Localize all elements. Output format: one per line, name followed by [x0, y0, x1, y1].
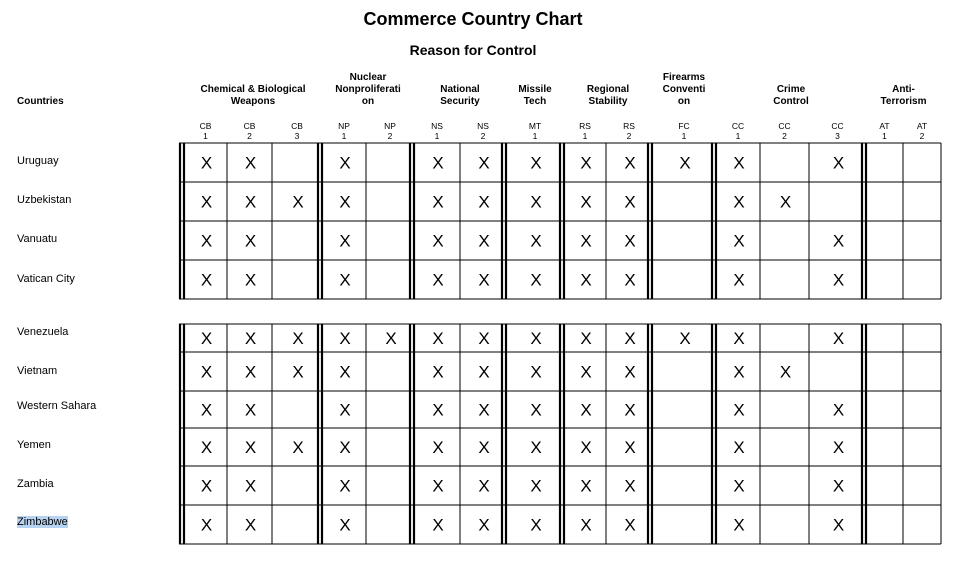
control-mark: X: [530, 362, 542, 382]
group-header-at: Anti- Terrorism: [880, 84, 927, 107]
control-mark: X: [624, 329, 636, 348]
control-mark: X: [478, 192, 490, 212]
control-mark: X: [244, 192, 257, 212]
subcol-header-ns-1: NS 1: [431, 121, 443, 141]
control-mark: X: [432, 270, 444, 290]
control-mark: X: [339, 400, 351, 420]
group-header-rs: Regional Stability: [586, 84, 630, 107]
control-mark: X: [832, 231, 845, 251]
control-mark: X: [530, 329, 542, 348]
control-mark: X: [432, 231, 444, 251]
control-mark: X: [832, 400, 845, 420]
control-mark: X: [530, 400, 542, 420]
subcol-header-cc-3: CC 3: [831, 121, 844, 141]
subcol-header-mt-1: MT 1: [528, 121, 542, 141]
control-mark: X: [832, 476, 845, 496]
subcol-header-rs-1: RS 1: [579, 121, 591, 141]
control-mark: X: [339, 362, 351, 382]
control-mark: X: [200, 476, 213, 496]
control-mark: X: [624, 438, 636, 457]
control-mark: X: [432, 515, 444, 535]
control-mark: X: [832, 153, 845, 173]
control-mark: X: [292, 329, 304, 348]
control-mark: X: [478, 231, 490, 251]
control-mark: X: [679, 329, 691, 348]
page-title: Commerce Country Chart: [363, 9, 583, 29]
control-mark: X: [733, 438, 745, 457]
country-label: Zimbabwe: [17, 516, 68, 528]
control-mark: X: [779, 362, 792, 382]
group-header-cb: Chemical & Biological Weapons: [200, 84, 306, 107]
subcol-header-np-2: NP 2: [384, 121, 396, 141]
control-mark: X: [432, 362, 444, 382]
control-mark: X: [200, 153, 213, 173]
control-mark: X: [580, 270, 592, 290]
control-mark: X: [733, 400, 745, 420]
control-mark: X: [733, 231, 745, 251]
control-mark: X: [200, 329, 213, 348]
subcol-header-at-2: AT 2: [916, 121, 928, 141]
control-mark: X: [733, 270, 745, 290]
control-mark: X: [200, 362, 213, 382]
control-mark: X: [679, 153, 691, 173]
subcol-header-rs-2: RS 2: [623, 121, 635, 141]
country-label: Vatican City: [17, 273, 75, 285]
country-label: Uzbekistan: [17, 194, 72, 206]
control-mark: X: [478, 362, 490, 382]
control-mark: X: [580, 438, 592, 457]
control-mark: X: [478, 400, 490, 420]
subcol-header-np-1: NP 1: [338, 121, 350, 141]
country-label: Western Sahara: [17, 400, 97, 412]
subcol-header-cc-2: CC 2: [778, 121, 791, 141]
control-mark: X: [339, 153, 351, 173]
control-mark: X: [624, 153, 636, 173]
control-mark: X: [530, 270, 542, 290]
control-mark: X: [733, 476, 745, 496]
control-mark: X: [244, 231, 257, 251]
control-mark: X: [200, 270, 213, 290]
control-mark: X: [530, 476, 542, 496]
country-label: Uruguay: [17, 155, 59, 167]
control-mark: X: [244, 270, 257, 290]
control-mark: X: [339, 329, 351, 348]
control-mark: X: [530, 231, 542, 251]
control-mark: X: [624, 231, 636, 251]
control-mark: X: [530, 192, 542, 212]
control-mark: X: [832, 438, 845, 457]
control-mark: X: [580, 231, 592, 251]
control-mark: X: [244, 515, 257, 535]
country-label: Zambia: [17, 478, 54, 490]
control-mark: X: [478, 476, 490, 496]
control-mark: X: [244, 438, 257, 457]
control-mark: X: [292, 192, 304, 212]
control-mark: X: [478, 270, 490, 290]
control-mark: X: [779, 192, 792, 212]
subcol-header-fc-1: FC 1: [678, 121, 690, 141]
control-mark: X: [580, 192, 592, 212]
control-mark: X: [200, 192, 213, 212]
control-mark: X: [624, 476, 636, 496]
control-mark: X: [733, 329, 745, 348]
country-label: Vietnam: [17, 365, 58, 377]
control-mark: X: [244, 476, 257, 496]
country-label: Vanuatu: [17, 233, 58, 245]
control-mark: X: [832, 515, 845, 535]
control-mark: X: [339, 192, 351, 212]
control-mark: X: [478, 515, 490, 535]
control-mark: X: [624, 515, 636, 535]
subcol-header-cb-3: CB 3: [291, 121, 303, 141]
control-mark: X: [624, 192, 636, 212]
control-mark: X: [733, 515, 745, 535]
subcol-header-cb-2: CB 2: [243, 121, 256, 141]
control-mark: X: [580, 153, 592, 173]
group-header-mt: Missile Tech: [518, 84, 552, 107]
subcol-header-cc-1: CC 1: [731, 121, 745, 141]
control-mark: X: [624, 270, 636, 290]
control-mark: X: [432, 400, 444, 420]
control-mark: X: [478, 438, 490, 457]
control-mark: X: [339, 438, 351, 457]
control-mark: X: [478, 329, 490, 348]
group-header-np: Nuclear Nonproliferati on: [335, 72, 401, 107]
control-mark: X: [292, 362, 304, 382]
control-mark: X: [339, 476, 351, 496]
control-mark: X: [530, 515, 542, 535]
control-mark: X: [244, 362, 257, 382]
control-mark: X: [530, 438, 542, 457]
control-mark: X: [432, 329, 444, 348]
subcol-header-ns-2: NS 2: [477, 121, 489, 141]
control-mark: X: [339, 515, 351, 535]
control-mark: X: [339, 231, 351, 251]
control-mark: X: [244, 329, 257, 348]
control-mark: X: [580, 362, 592, 382]
country-label: Venezuela: [17, 326, 69, 338]
control-mark: X: [832, 270, 845, 290]
control-mark: X: [733, 192, 745, 212]
control-mark: X: [244, 153, 257, 173]
country-label: Yemen: [17, 439, 51, 451]
control-mark: X: [624, 362, 636, 382]
control-mark: X: [530, 153, 542, 173]
countries-header: Countries: [17, 96, 64, 107]
control-mark: X: [432, 438, 444, 457]
control-mark: X: [244, 400, 257, 420]
control-mark: X: [200, 515, 213, 535]
subcol-header-cb-1: CB 1: [199, 121, 212, 141]
control-mark: X: [432, 192, 444, 212]
control-mark: X: [580, 329, 592, 348]
control-mark: X: [832, 329, 845, 348]
group-header-ns: National Security: [440, 84, 480, 107]
control-mark: X: [432, 153, 444, 173]
control-mark: X: [478, 153, 490, 173]
control-mark: X: [432, 476, 444, 496]
subcol-header-at-1: AT 1: [879, 121, 890, 141]
control-mark: X: [580, 515, 592, 535]
control-mark: X: [733, 362, 745, 382]
page-subtitle: Reason for Control: [409, 42, 537, 58]
control-mark: X: [292, 438, 304, 457]
control-mark: X: [733, 153, 745, 173]
control-mark: X: [624, 400, 636, 420]
control-mark: X: [580, 400, 592, 420]
group-header-cc: Crime Control: [773, 84, 809, 107]
control-mark: X: [580, 476, 592, 496]
control-mark: X: [200, 400, 213, 420]
group-header-fc: Firearms Conventi on: [662, 72, 706, 107]
control-mark: X: [385, 329, 397, 348]
control-mark: X: [200, 438, 213, 457]
control-mark: X: [339, 270, 351, 290]
control-mark: X: [200, 231, 213, 251]
